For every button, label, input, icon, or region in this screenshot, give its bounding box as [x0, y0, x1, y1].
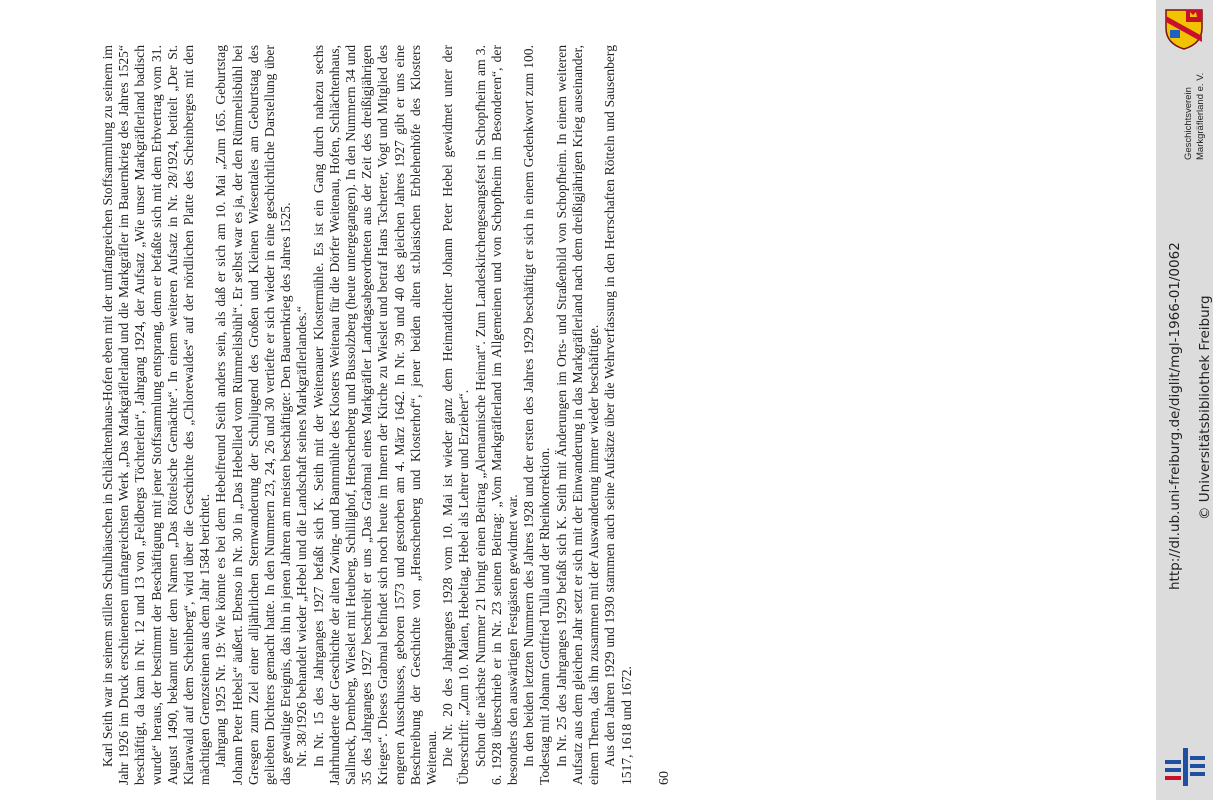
logo-bar [1165, 760, 1181, 764]
logo-accent [1165, 776, 1181, 780]
paragraph: Aus den Jahren 1929 und 1930 stammen auch seine Aufsätze über die Wehrverfassung in den Herrschaften Rötteln und Sausenberg 1517, 1618 und 1672. [602, 45, 634, 785]
society-name: Geschichtsverein [1183, 87, 1194, 160]
paragraph: Jahrgang 1925 Nr. 19: Wie könnte es bei dem Hebelfreund Seith anders sein, als daß er sich am 10. Mai „Zum 165. Geburtstag Johann Peter Hebels“ äußert. Ebenso in Nr. 30 in „Das Hebellied vom Rümmelisbühl“. Er selbst war es ja, der den Rümmelisbühl bei Gresgen zum Ziel einer alljährlichen Sternwanderung der Schuljugend des Großen und Kleinen Wiesentales am Geburtstag des geliebten Dichters gemacht hatte. In den Nummern 23, 24, 26 und 30 vertiefte er sich wieder in eine geschichtliche Darstellung über das gewaltige Ereignis, das ihn in jenen Jahren am meisten beschäftigte: Den Bauernkrieg des Jahres 1525. [213, 45, 294, 785]
copyright-notice: © Universitätsbibliothek Freiburg [1197, 295, 1213, 520]
logo-bar [1183, 748, 1188, 786]
permalink-url[interactable]: http://dl.ub.uni-freiburg.de/diglit/mgl-1966-01/0062 [1167, 242, 1183, 590]
logo-bar [1165, 768, 1181, 772]
paragraph: Karl Seith war in seinem stillen Schulhäuschen in Schlächtenhaus-Hofen eben mit der umfangreichen Stoffsammlung zu seinem im Jahr 1926 im Druck erschienenen umfangreichsten Werk „Das Markgräflerland und die Markgräfler im Bauernkrieg des Jahres 1525“ beschäftigt, da kam in Nr. 12 und 13 von „Feldbergs Töchterlein“, Jahrgang 1924, der Aufsatz „Wie unser Markgräflerland badisch wurde“ heraus, der bestimmt der Beschäftigung mit jener Stoffsammlung entsprang, denn er befaßte sich mit dem Erbvertrag vom 31. August 1490, bekannt unter dem Namen „Das Röttelsche Gemächte“. In einem weiteren Aufsatz in Nr. 28/1924, betitelt „Der St. Klarawald auf dem Scheinberg“, wird über die Geschichte des „Chlorewaldes“ auf der nördlichen Platte des Scheinberges mit den mächtigen Grenzsteinen aus dem Jahr 1584 berichtet. [100, 45, 213, 785]
paragraph: In den beiden letzten Nummern des Jahres 1928 und der ersten des Jahres 1929 beschäftigt er sich in einem Gedenkwort zum 100. Todestag mit Johann Gottfried Tulla und der Rheinkorrektion. [521, 45, 553, 785]
paragraph: Die Nr. 20 des Jahrganges 1928 vom 10. Mai ist wieder ganz dem Heimatdichter Johann Peter Hebel gewidmet unter der Überschrift: „Zum 10. Maien, Hebeltag, Hebel als Lehrer und Erzieher“. [440, 45, 472, 785]
logo-bar [1190, 772, 1205, 776]
logo-bar [1190, 764, 1205, 768]
coat-of-arms-icon [1160, 6, 1208, 50]
society-name-line2: Markgräflerland e. V. [1195, 72, 1206, 160]
paragraph: In Nr. 15 des Jahrganges 1927 befaßt sich K. Seith mit der Weitenauer Klostermühle. Es ist ein Gang durch nahezu sechs Jahrhunderte der Geschichte der alten Zwing- und Bannmühle des Klosters Weitenau für die Dörfer Weitenau, Hofen, Schlächtenhaus, Sallneck, Demberg, Wieslet mit Heuberg, Schillighof, Henschenberg und Bussolzberg (heute untergegangen). In den Nummern 34 und 35 des Jahrganges 1927 beschreibt er uns „Das Grabmal eines Markgräfler Landtagsabgeordneten aus der Zeit des dreißigjährigen Krieges“. Dieses Grabmal befindet sich noch heute im Innern der Kirche zu Wieslet und betraf Hans Tscherter, Vogt und Mitglied des engeren Ausschusses, geboren 1573 und gestorben am 4. März 1642. In Nr. 39 und 40 des gleichen Jahres 1927 gibt er uns eine Beschreibung der Geschichte von „Henschenberg und Klosterhof“, jener beiden alten st.blasischen Erblehenhöfe des Klosters Weitenau. [310, 45, 440, 785]
article-column [100, 45, 673, 785]
crest-detail [1170, 30, 1180, 38]
paragraph: Schon die nächste Nummer 21 bringt einen Beitrag „Alemannische Heimat“. Zum Landeskirchengesangsfest in Schopfheim am 3. 6. 1928 überschrieb er in Nr. 23 seinen Beitrag: „Vom Markgräflerland im Allgemeinen und von Schopfheim im Besonderen“, der besonders den auswärtigen Festgästen gewidmet war. [472, 45, 521, 785]
logo-bar [1190, 756, 1205, 760]
paragraph: In Nr. 25 des Jahrganges 1929 befaßt sich K. Seith mit Änderungen im Orts- und Straßenbild von Schopfheim. In einem weiteren Aufsatz aus dem gleichen Jahr setzt er sich mit der Einwanderung in das Markgräflerland nach dem dreißigjährigen Krieg auseinander, einem Thema, das ihn zusammen mit der Auswanderung immer wieder beschäftigte. [553, 45, 602, 785]
library-logo-icon [1163, 748, 1207, 786]
page-number: 60 [656, 771, 672, 785]
document-page [100, 45, 970, 785]
paragraph: Nr. 38/1926 behandelt wieder „Hebel und die Landschaft seines Markgräflerlandes.“ [294, 306, 310, 767]
